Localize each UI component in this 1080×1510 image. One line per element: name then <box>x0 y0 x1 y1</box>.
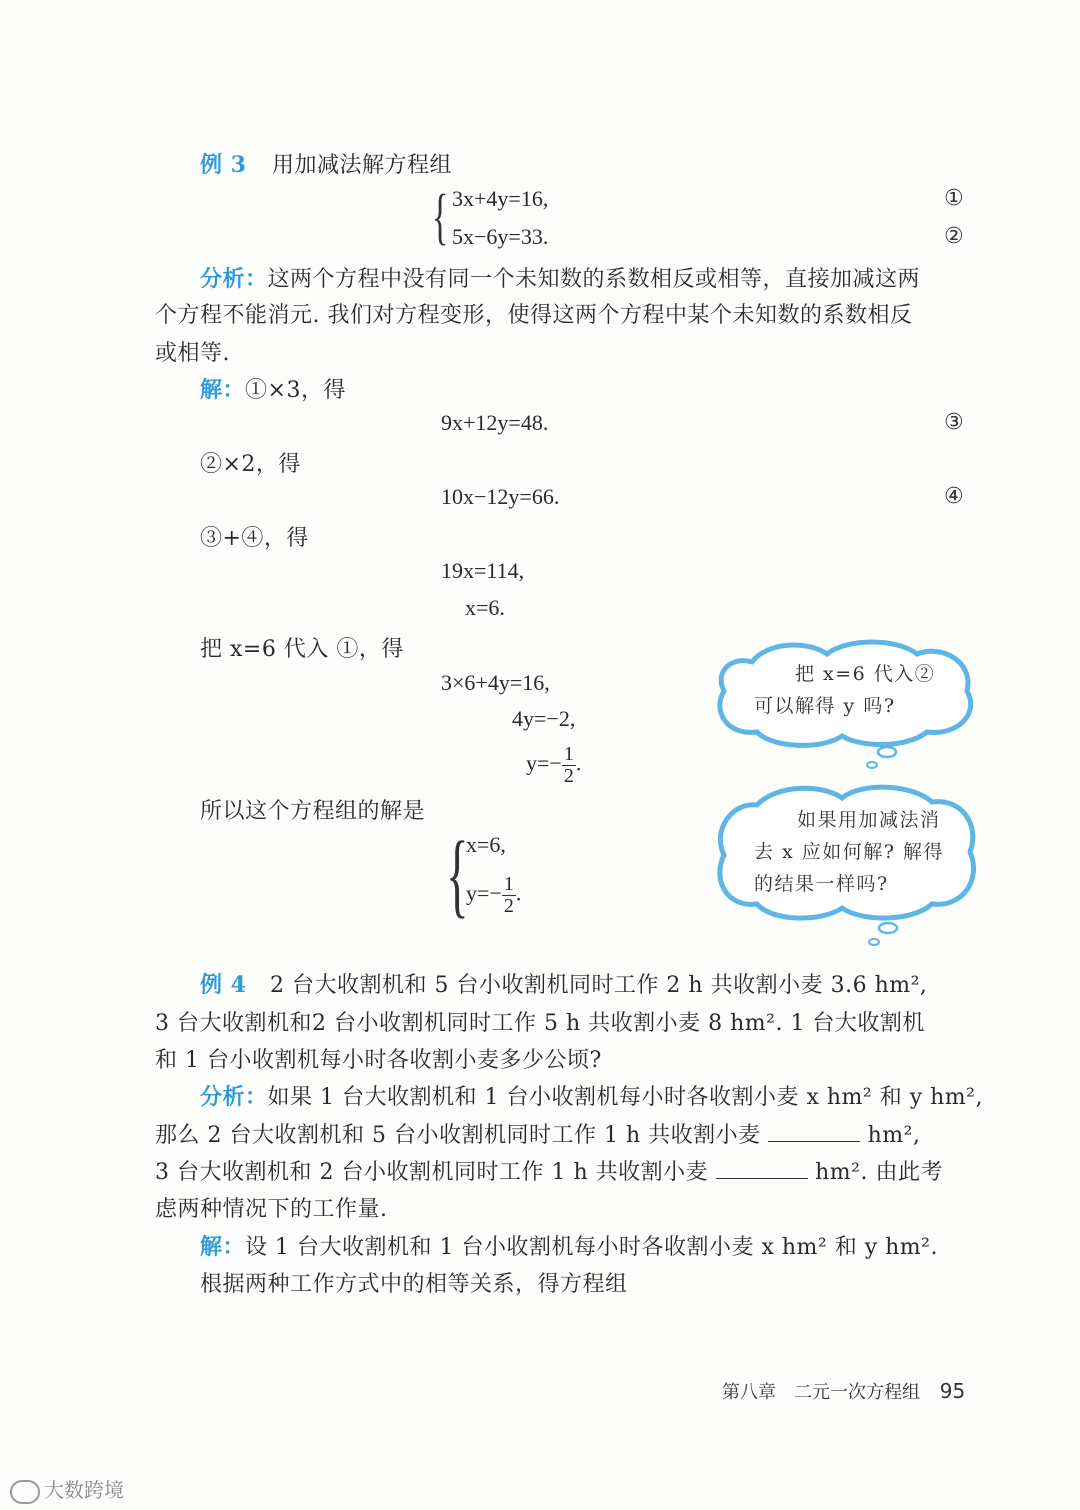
example3-heading <box>200 148 452 179</box>
example3-analysis-line1 <box>200 262 920 293</box>
example4-line2: 3 台大收割机和2 台小收割机同时工作 5 h 共收割小麦 8 hm². 1 台大收割机 <box>155 1011 925 1036</box>
y-value-prefix: y=− <box>526 750 562 776</box>
step2-text: ②×2，得 <box>200 452 301 477</box>
step3-equation-1: 19x=114, <box>441 558 525 583</box>
analysis-line2-text: 那么 2 台大收割机和 5 台小收割机同时工作 1 h 共收割小麦 <box>155 1123 761 1148</box>
example4-analysis-line4: 虑两种情况下的工作量. <box>155 1197 388 1222</box>
fraction-numerator: 1 <box>563 743 574 765</box>
example4-solution-line2: 根据两种工作方式中的相等关系，得方程组 <box>200 1272 628 1297</box>
system-brace-1: { <box>432 183 449 251</box>
solution-label: 解： <box>200 377 246 403</box>
fraction-numerator-2: 1 <box>503 873 514 895</box>
fraction-one-half-2 <box>502 874 516 917</box>
page-footer <box>722 1378 965 1404</box>
blank-2[interactable] <box>716 1160 808 1179</box>
step4-equation-2: 4y=−2, <box>512 706 576 731</box>
step4-equation-1: 3×6+4y=16, <box>441 670 550 695</box>
step4-equation-3 <box>526 744 581 787</box>
analysis-label: 分析： <box>200 266 268 292</box>
period-2: . <box>515 880 522 906</box>
watermark-mark-icon <box>10 1480 40 1504</box>
example4-analysis-line3 <box>155 1155 943 1186</box>
step3-text: ③+④，得 <box>200 526 309 551</box>
example3-label: 例 3 <box>200 152 247 178</box>
example4-solution-line1 <box>200 1230 938 1261</box>
fraction-one-half <box>562 744 576 787</box>
step4-text: 把 x=6 代入 ①，得 <box>200 637 404 662</box>
cloud2-line2: 去 x 应如何解? 解得 <box>754 841 945 863</box>
system-brace-2: { <box>446 823 469 927</box>
step2-equation: 10x−12y=66. <box>441 484 560 509</box>
eq-mark-4: ④ <box>944 484 964 509</box>
example4-solution-label: 解： <box>200 1234 246 1260</box>
example4-label: 例 4 <box>200 972 247 998</box>
fraction-denominator-2: 2 <box>503 895 514 917</box>
cloud1-line1: 把 x=6 代入② <box>795 663 936 685</box>
example4-analysis-label: 分析： <box>200 1084 268 1110</box>
chapter-title: 第八章 二元一次方程组 <box>722 1382 920 1403</box>
analysis-line2-unit: hm², <box>867 1123 921 1148</box>
eq-mark-2: ② <box>944 224 964 249</box>
eq-mark-1: ① <box>944 186 964 211</box>
step1-equation: 9x+12y=48. <box>441 410 549 435</box>
watermark-text: 大数跨境 <box>44 1478 124 1502</box>
cloud2-line3: 的结果一样吗? <box>754 873 889 895</box>
page-number: 95 <box>939 1379 966 1403</box>
fraction-denominator: 2 <box>563 765 574 787</box>
example4-line1 <box>200 968 927 999</box>
eq-mark-3: ③ <box>944 410 964 435</box>
example3-analysis-line3: 或相等. <box>155 341 230 366</box>
solution-y <box>466 874 521 917</box>
example4-analysis-text: 如果 1 台大收割机和 1 台小收割机每小时各收割小麦 x hm² 和 y hm², <box>267 1085 983 1110</box>
example4-line3: 和 1 台小收割机每小时各收割小麦多少公顷? <box>155 1048 602 1073</box>
conclusion-text: 所以这个方程组的解是 <box>200 799 426 824</box>
step1-text: ①×3，得 <box>245 378 346 403</box>
analysis-line3-unit: hm². 由此考 <box>815 1160 943 1185</box>
analysis-text: 这两个方程中没有同一个未知数的系数相反或相等，直接加减这两 <box>267 267 921 292</box>
example4-line1-text: 2 台大收割机和 5 台小收割机同时工作 2 h 共收割小麦 3.6 hm², <box>269 973 928 998</box>
example3-eq1: 3x+4y=16, <box>452 186 549 211</box>
analysis-line3-text: 3 台大收割机和 2 台小收割机同时工作 1 h 共收割小麦 <box>155 1160 709 1185</box>
example3-analysis-line2: 个方程不能消元. 我们对方程变形，使得这两个方程中某个未知数的系数相反 <box>155 303 913 328</box>
example4-analysis-line1 <box>200 1080 983 1111</box>
example3-step1 <box>200 373 346 404</box>
example3-eq2: 5x−6y=33. <box>452 224 549 249</box>
step3-equation-2: x=6. <box>465 595 505 620</box>
period: . <box>575 750 582 776</box>
example4-analysis-line2 <box>155 1118 920 1149</box>
solution-x: x=6, <box>466 832 506 857</box>
blank-1[interactable] <box>768 1123 860 1142</box>
cloud1-line2: 可以解得 y 吗? <box>754 695 896 717</box>
example3-title: 用加减法解方程组 <box>271 153 452 178</box>
watermark-logo <box>10 1474 124 1504</box>
solution-y-prefix: y=− <box>466 880 502 906</box>
example4-solution-text: 设 1 台大收割机和 1 台小收割机每小时各收割小麦 x hm² 和 y hm². <box>245 1235 938 1260</box>
cloud2-line1: 如果用加减法消 <box>797 809 941 831</box>
